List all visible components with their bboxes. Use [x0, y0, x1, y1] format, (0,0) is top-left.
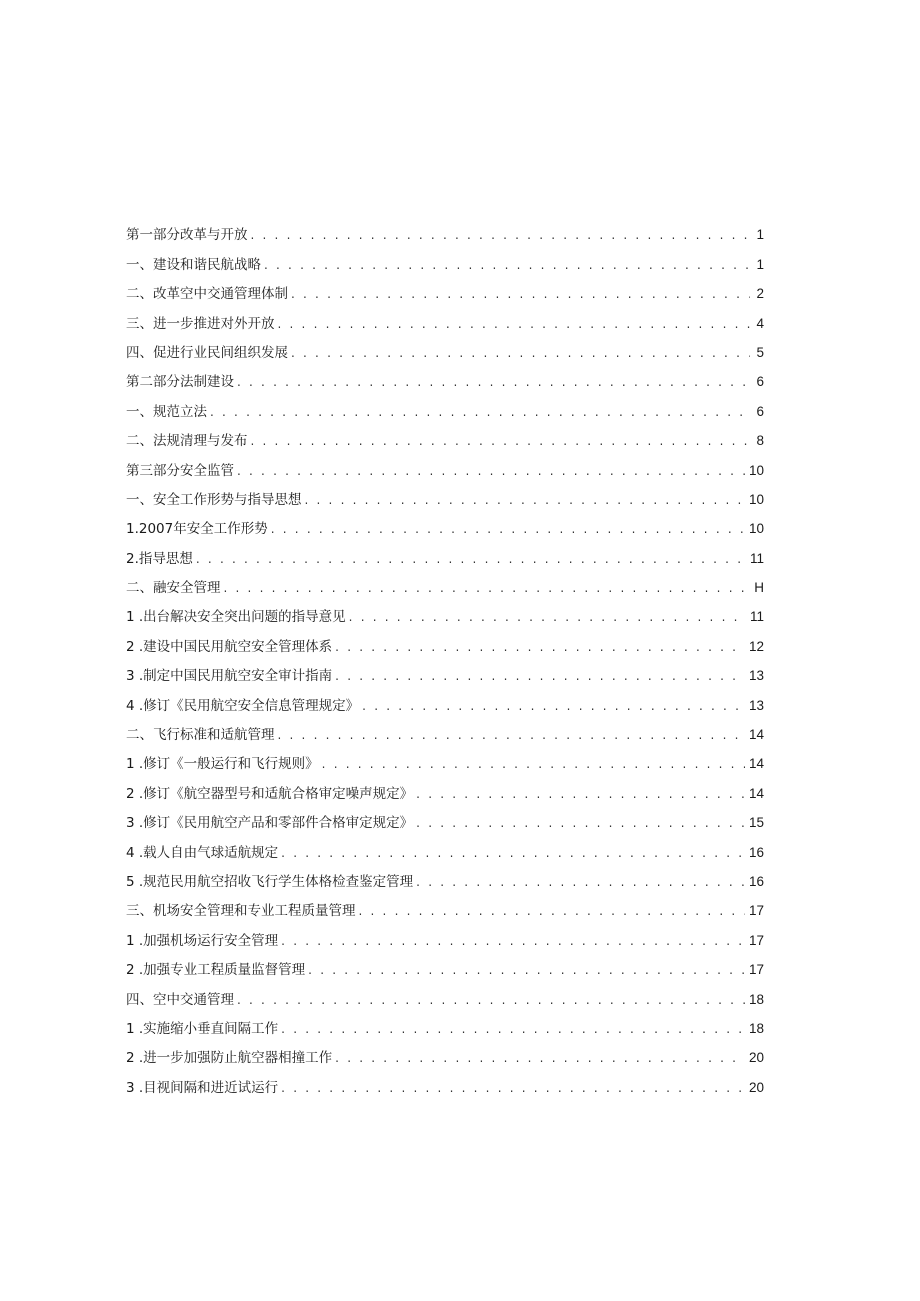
toc-entry[interactable] — [126, 422, 764, 451]
dot-leader — [335, 637, 745, 657]
toc-entry[interactable] — [126, 1039, 764, 1068]
toc-entry[interactable] — [126, 451, 764, 480]
dot-leader — [291, 343, 750, 363]
toc-entry-label: 二、改革空中交通管理体制 — [126, 286, 288, 303]
dot-leader — [281, 1019, 745, 1039]
toc-entry[interactable] — [126, 774, 764, 803]
toc-entry[interactable] — [126, 892, 764, 921]
toc-entry-page-number: 18 — [748, 991, 764, 1007]
dot-leader — [349, 607, 746, 627]
toc-entry-label: 一、规范立法 — [126, 403, 207, 420]
toc-entry-label: 1 .加强机场运行安全管理 — [126, 932, 279, 949]
toc-entry-label: 三、进一步推进对外开放 — [126, 315, 275, 332]
dot-leader — [278, 725, 745, 745]
toc-entry[interactable] — [126, 481, 764, 510]
toc-entry-page-number: 6 — [756, 403, 764, 419]
toc-entry-page-number: 10 — [748, 521, 764, 537]
toc-entry[interactable] — [126, 392, 764, 421]
dot-leader — [281, 843, 745, 863]
toc-entry-label: 5 .规范民用航空招收飞行学生体格检查鉴定管理 — [126, 873, 414, 890]
toc-entry-page-number: 17 — [748, 962, 764, 978]
toc-entry-label: 1.2007年安全工作形势 — [126, 521, 268, 538]
toc-entry[interactable] — [126, 863, 764, 892]
dot-leader — [335, 1048, 745, 1068]
dot-leader — [416, 784, 745, 804]
dot-leader — [305, 490, 745, 510]
dot-leader — [210, 402, 750, 422]
toc-entry-label: 2.指导思想 — [126, 550, 193, 567]
toc-entry-page-number: H — [754, 580, 764, 596]
toc-entry-label: 3 .修订《民用航空产品和零部件合格审定规定》 — [126, 815, 414, 832]
dot-leader — [271, 519, 745, 539]
toc-entry-page-number: 5 — [756, 344, 764, 360]
toc-entry-page-number: 20 — [748, 1050, 764, 1066]
toc-entry-label: 三、机场安全管理和专业工程质量管理 — [126, 903, 356, 920]
toc-entry-label: 1 .出台解决安全突出问题的指导意见 — [126, 609, 346, 626]
dot-leader — [281, 931, 745, 951]
toc-entry-label: 2 .加强专业工程质量监督管理 — [126, 962, 306, 979]
toc-entry-page-number: 16 — [748, 873, 764, 889]
table-of-contents — [126, 216, 764, 1098]
dot-leader — [196, 549, 746, 569]
dot-leader — [308, 960, 745, 980]
toc-entry-page-number: 10 — [748, 491, 764, 507]
toc-entry[interactable] — [126, 510, 764, 539]
toc-entry-label: 2 .进一步加强防止航空器相撞工作 — [126, 1050, 333, 1067]
toc-entry-label: 一、安全工作形势与指导思想 — [126, 491, 302, 508]
toc-entry[interactable] — [126, 921, 764, 950]
toc-entry-page-number: 13 — [748, 697, 764, 713]
toc-entry-page-number: 14 — [748, 785, 764, 801]
dot-leader — [322, 754, 745, 774]
dot-leader — [237, 372, 750, 392]
toc-entry-label: 第二部分法制建设 — [126, 374, 234, 391]
toc-entry-label: 二、法规清理与发布 — [126, 433, 248, 450]
toc-entry-page-number: 17 — [748, 932, 764, 948]
toc-entry[interactable] — [126, 334, 764, 363]
toc-entry[interactable] — [126, 304, 764, 333]
dot-leader — [264, 255, 750, 275]
toc-entry-label: 四、促进行业民间组织发展 — [126, 344, 288, 361]
toc-entry-label: 2 .建设中国民用航空安全管理体系 — [126, 638, 333, 655]
toc-entry[interactable] — [126, 627, 764, 656]
toc-entry-label: 1 .修订《一般运行和飞行规则》 — [126, 756, 319, 773]
toc-entry[interactable] — [126, 686, 764, 715]
toc-entry[interactable] — [126, 598, 764, 627]
toc-entry-page-number: 17 — [748, 903, 764, 919]
toc-entry-page-number: 14 — [748, 756, 764, 772]
toc-entry-page-number: 11 — [749, 609, 764, 625]
toc-entry[interactable] — [126, 1068, 764, 1097]
toc-entry[interactable] — [126, 245, 764, 274]
toc-entry-label: 第一部分改革与开放 — [126, 227, 248, 244]
toc-entry-label: 2 .修订《航空器型号和适航合格审定噪声规定》 — [126, 785, 414, 802]
toc-entry[interactable] — [126, 980, 764, 1009]
dot-leader — [335, 666, 745, 686]
toc-entry-page-number: 1 — [756, 227, 764, 243]
toc-entry-page-number: 8 — [756, 433, 764, 449]
toc-entry[interactable] — [126, 745, 764, 774]
toc-entry-label: 3 .目视间隔和进近试运行 — [126, 1079, 279, 1096]
toc-entry-label: 3 .制定中国民用航空安全审计指南 — [126, 668, 333, 685]
dot-leader — [224, 578, 751, 598]
toc-entry-page-number: 18 — [748, 1020, 764, 1036]
dot-leader — [416, 872, 745, 892]
toc-entry[interactable] — [126, 569, 764, 598]
toc-entry-label: 一、建设和谐民航战略 — [126, 256, 261, 273]
dot-leader — [362, 696, 745, 716]
toc-entry-label: 4 .修订《民用航空安全信息管理规定》 — [126, 697, 360, 714]
toc-entry[interactable] — [126, 804, 764, 833]
toc-entry-page-number: 6 — [756, 374, 764, 390]
toc-entry-label: 1 .实施缩小垂直间隔工作 — [126, 1020, 279, 1037]
toc-entry[interactable] — [126, 216, 764, 245]
toc-entry-label: 二、飞行标准和适航管理 — [126, 727, 275, 744]
toc-entry-label: 4 .载人自由气球适航规定 — [126, 844, 279, 861]
toc-entry-label: 第三部分安全监管 — [126, 462, 234, 479]
toc-entry-page-number: 15 — [748, 815, 764, 831]
toc-entry-page-number: 11 — [749, 550, 764, 566]
toc-entry-page-number: 13 — [748, 668, 764, 684]
dot-leader — [237, 990, 745, 1010]
toc-entry-label: 四、空中交通管理 — [126, 991, 234, 1008]
dot-leader — [281, 1078, 745, 1098]
toc-entry-page-number: 14 — [748, 727, 764, 743]
toc-entry[interactable] — [126, 1010, 764, 1039]
toc-entry[interactable] — [126, 716, 764, 745]
toc-entry[interactable] — [126, 657, 764, 686]
dot-leader — [251, 431, 751, 451]
dot-leader — [278, 314, 751, 334]
dot-leader — [359, 901, 745, 921]
toc-entry[interactable] — [126, 363, 764, 392]
toc-entry-page-number: 2 — [756, 286, 764, 302]
toc-entry-page-number: 1 — [756, 256, 764, 272]
toc-entry-page-number: 20 — [748, 1079, 764, 1095]
toc-entry[interactable] — [126, 833, 764, 862]
toc-entry-page-number: 4 — [756, 315, 764, 331]
toc-entry[interactable] — [126, 951, 764, 980]
dot-leader — [416, 813, 745, 833]
toc-entry-page-number: 10 — [748, 462, 764, 478]
toc-entry-page-number: 12 — [748, 638, 764, 654]
toc-entry[interactable] — [126, 539, 764, 568]
toc-entry[interactable] — [126, 275, 764, 304]
toc-entry-page-number: 16 — [748, 844, 764, 860]
toc-entry-label: 二、融安全管理 — [126, 580, 221, 597]
dot-leader — [291, 284, 750, 304]
dot-leader — [237, 461, 745, 481]
dot-leader — [251, 225, 751, 245]
